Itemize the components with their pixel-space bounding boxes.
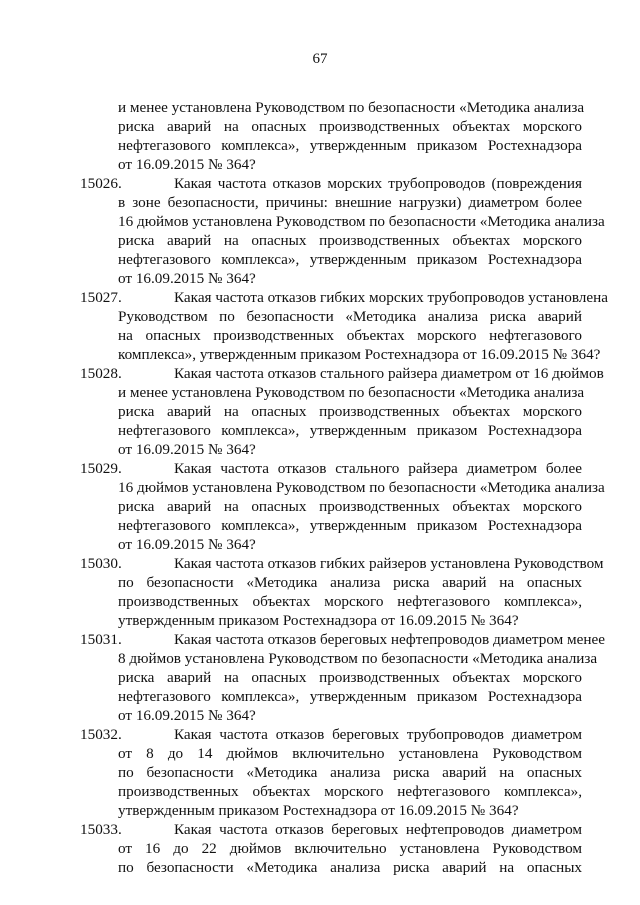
text-line: 8 дюймов установлена Руководством по безопасности «Методика анализа [118,650,598,667]
text-line: утвержденным приказом Ростехнадзора от 16.09.2015 № 364? [118,612,519,629]
text-line: Какая частота отказов стального райзера диаметром от 16 дюймов [174,365,604,382]
text-line: по безопасности «Методика анализа риска аварий на опасных [118,859,582,876]
question-entry [80,554,604,630]
text-line: и менее установлена Руководством по безопасности «Методика анализа [118,384,585,401]
text-line: Руководством по безопасности «Методика анализа риска аварий [118,308,582,325]
text-line: и менее установлена Руководством по безопасности «Методика анализа [118,99,585,116]
text-line: нефтегазового комплекса», утвержденным приказом Ростехнадзора [118,422,582,439]
text-line: риска аварий на опасных производственных объектах морского [118,232,582,249]
question-entry [80,288,608,364]
text-line: производственных объектах морского нефтегазового комплекса», [118,593,582,610]
text-line: Какая частота отказов стального райзера диаметром более [174,460,582,477]
text-line: нефтегазового комплекса», утвержденным приказом Ростехнадзора [118,251,582,268]
text-line: Какая частота отказов береговых нефтепроводов диаметром [174,821,582,838]
question-number: 15030. [80,555,122,572]
text-line: по безопасности «Методика анализа риска аварий на опасных [118,574,582,591]
text-line: в зоне безопасности, причины: внешние нагрузки) диаметром более [118,194,582,211]
text-line: на опасных производственных объектах морского нефтегазового [118,327,582,344]
question-entry [80,725,582,820]
question-entry [80,174,605,288]
page-number: 67 [312,51,328,67]
text-line: комплекса», утвержденным приказом Ростехнадзора от 16.09.2015 № 364? [118,346,601,363]
text-line: нефтегазового комплекса», утвержденным приказом Ростехнадзора [118,517,582,534]
question-number: 15027. [80,289,122,306]
text-line: производственных объектах морского нефтегазового комплекса», [118,783,582,800]
document-body [80,98,608,877]
text-line: нефтегазового комплекса», утвержденным приказом Ростехнадзора [118,137,582,154]
text-line: риска аварий на опасных производственных объектах морского [118,669,582,686]
question-number: 15033. [80,821,122,838]
text-line: риска аварий на опасных производственных объектах морского [118,403,582,420]
question-number: 15032. [80,726,122,743]
text-line: от 16 до 22 дюймов включительно установлена Руководством [118,840,582,857]
text-line: Какая частота отказов гибких райзеров установлена Руководством [174,555,604,572]
text-line: от 16.09.2015 № 364? [118,707,256,724]
text-line: Какая частота отказов береговых нефтепроводов диаметром менее [174,631,605,648]
text-line: от 8 до 14 дюймов включительно установлена Руководством [118,745,582,762]
text-line: от 16.09.2015 № 364? [118,270,256,287]
question-number: 15029. [80,460,122,477]
text-line: 16 дюймов установлена Руководством по безопасности «Методика анализа [118,479,605,496]
text-line: от 16.09.2015 № 364? [118,536,256,553]
text-line: Какая частота отказов гибких морских трубопроводов установлена [174,289,608,306]
text-line: Какая частота отказов береговых трубопроводов диаметром [174,726,582,743]
question-entry [80,820,582,877]
continued-question-text [118,98,585,174]
question-entry [80,630,605,725]
text-line: по безопасности «Методика анализа риска аварий на опасных [118,764,582,781]
text-line: утвержденным приказом Ростехнадзора от 16.09.2015 № 364? [118,802,519,819]
text-line: Какая частота отказов морских трубопроводов (повреждения [174,175,582,192]
text-line: от 16.09.2015 № 364? [118,441,256,458]
text-line: от 16.09.2015 № 364? [118,156,256,173]
text-line: 16 дюймов установлена Руководством по безопасности «Методика анализа [118,213,605,230]
text-line: нефтегазового комплекса», утвержденным приказом Ростехнадзора [118,688,582,705]
text-line: риска аварий на опасных производственных объектах морского [118,118,582,135]
question-number: 15028. [80,365,122,382]
question-number: 15026. [80,175,122,192]
question-number: 15031. [80,631,122,648]
question-entry [80,459,605,554]
text-line: риска аварий на опасных производственных объектах морского [118,498,582,515]
question-entry [80,364,604,459]
